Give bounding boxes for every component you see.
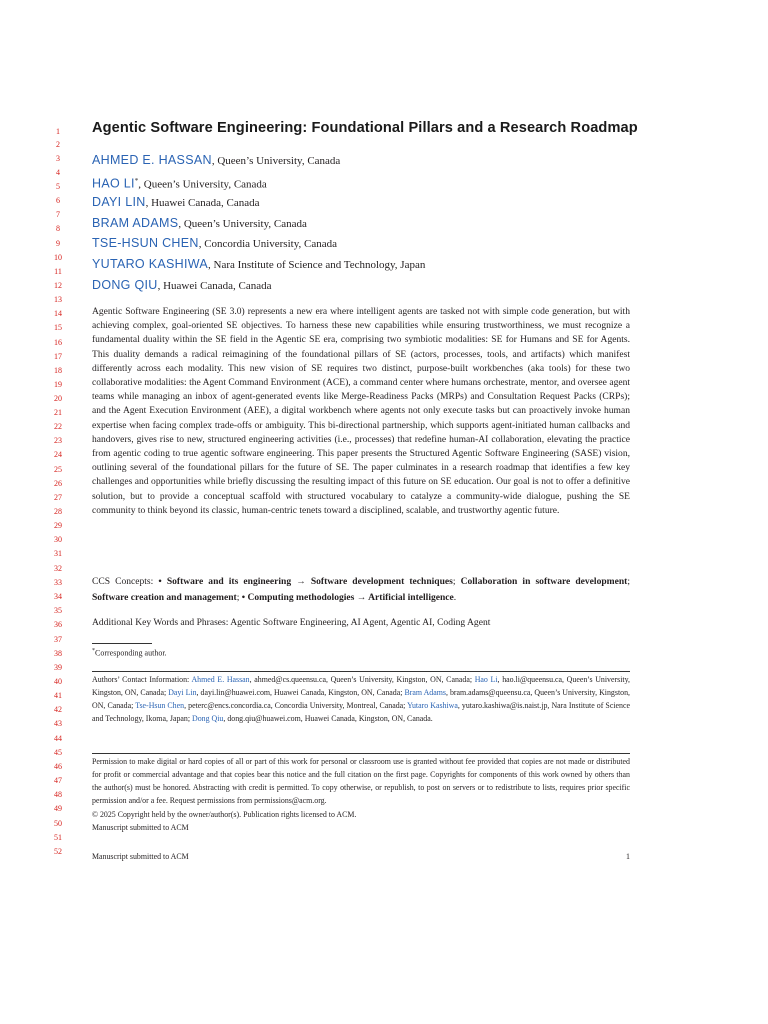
contact-detail: , yutaro.kashiwa@is.naist.jp, Nara Institute of Science and Technology, Ikoma, Japan;	[92, 701, 630, 724]
line-number: 34	[54, 592, 62, 601]
ccs-separator: ;	[236, 592, 242, 603]
line-number: 48	[54, 790, 62, 799]
ccs-concept: Collaboration in software development	[460, 576, 628, 587]
author-entry	[92, 236, 337, 251]
ccs-concepts	[92, 574, 630, 606]
line-number: 3	[56, 154, 60, 163]
line-number: 15	[54, 323, 62, 332]
author-affiliation: , Queen’s University, Canada	[138, 178, 267, 191]
line-number: 32	[54, 564, 62, 573]
corresponding-mark: *	[134, 177, 139, 185]
copyright-notice: © 2025 Copyright held by the owner/author(s). Publication rights licensed to ACM.	[92, 810, 357, 819]
author-name[interactable]: BRAM ADAMS	[92, 216, 179, 230]
contact-detail: , dong.qiu@huawei.com, Huawei Canada, Kingston, ON, Canada.	[223, 714, 433, 724]
line-number: 35	[54, 606, 62, 615]
footnote-mark: *	[92, 648, 95, 654]
author-affiliation: , Concordia University, Canada	[198, 238, 337, 250]
line-number: 40	[54, 677, 62, 686]
author-name[interactable]: DAYI LIN	[92, 195, 146, 209]
author-entry	[92, 257, 425, 272]
contact-author-link[interactable]: Dong Qiu	[192, 714, 224, 724]
contact-detail: , bram.adams@queensu.ca, Queen’s University, Kingston, ON, Canada;	[92, 688, 630, 711]
ccs-concept: Software and its engineering → Software development techniques	[166, 576, 453, 587]
line-number: 38	[54, 649, 62, 658]
contact-author-link[interactable]: Ahmed E. Hassan	[191, 675, 250, 684]
author-entry	[92, 278, 272, 293]
footnote-rule	[92, 643, 152, 644]
ccs-label: CCS Concepts:	[92, 576, 159, 587]
author-affiliation: , Queen’s University, Canada	[211, 155, 341, 167]
line-number: 19	[54, 380, 62, 389]
line-number: 46	[54, 762, 62, 771]
abstract: Agentic Software Engineering (SE 3.0) represents a new era where intelligent agents are tasked not with simple code generation, but with achieving complex, goal-oriented SE objectives. To harness these new capabilities while ensuring trustworthiness, we must recognize a fundamental duality within the SE field in the Agentic SE era, comprising two symbiotic modalities: SE for Humans and SE for Agents. This duality demands a radical reimagining of the foundational pillars of SE (actors, processes, tools, and artifacts) which manifest differently across each modality. This new vision of SE requires two distinct, purpose-built workbenches (aka tools) for these two collaborative modalities: the Agent Command Environment (ACE), a command center where humans orchestrate, mentor, and oversee agent teams while managing an inbox of agent-generated events like Merge-Readiness Packs (MRPs) and Consultation Request Packs (CRPs); and the Agent Execution Environment (AEE), a digital workbench where agents not only execute tasks but can proactively invoke human expertise when facing complex trade-offs or ambiguity. This bi-directional partnership, which supports agent-initiated human callbacks and handovers, gives rise to new, structured engineering activities (i.e., processes) that redefine human-AI collaboration, elevating the practice from agentic coding to true agentic software engineering. This paper presents the Structured Agentic Software Engineering (SASE) vision, outlining several of the foundational pillars for the future of SE. The paper culminates in a research roadmap that identifies a few key challenges and opportunities while briefly discussing the resulting impact of this future on SE education. Our goal is not to offer a definitive solution, but to provide a conceptual scaffold with structured vocabulary to catalyze a community-wide dialogue, pushing the SE community to think beyond its classic, human-centric tenets toward a disciplined, scalable, and trustworthy agentic future.	[92, 306, 630, 516]
author-affiliation: , Nara Institute of Science and Technology, Japan	[208, 259, 426, 271]
line-number: 2	[56, 140, 60, 149]
contact-detail: , dayi.lin@huawei.com, Huawei Canada, Kingston, ON, Canada;	[196, 688, 405, 698]
line-number: 1	[56, 127, 60, 136]
line-number: 13	[54, 295, 62, 304]
line-number: 17	[54, 352, 62, 361]
author-name[interactable]: DONG QIU	[92, 278, 158, 292]
author-name[interactable]: HAO LI	[92, 176, 135, 191]
ccs-end: .	[453, 592, 457, 603]
submission-note: Manuscript submitted to ACM	[92, 823, 189, 832]
author-entry	[92, 174, 267, 192]
author-entry	[92, 195, 260, 210]
contact-author-link[interactable]: Tse-Hsun Chen	[135, 701, 185, 711]
author-name[interactable]: AHMED E. HASSAN	[92, 153, 212, 167]
line-number: 45	[54, 748, 62, 757]
line-number: 27	[54, 493, 62, 502]
line-number: 5	[56, 182, 60, 191]
line-number: 11	[54, 267, 62, 276]
line-number: 49	[54, 804, 62, 813]
line-number: 12	[54, 281, 62, 290]
line-number: 51	[54, 833, 62, 842]
line-number: 23	[54, 436, 62, 445]
line-number: 9	[56, 239, 60, 248]
author-name[interactable]: YUTARO KASHIWA	[92, 257, 209, 271]
page-number: 1	[626, 852, 630, 861]
line-number: 25	[54, 465, 62, 474]
contact-information	[92, 673, 630, 725]
footnote	[92, 646, 167, 659]
contact-author-link[interactable]: Dayi Lin	[168, 688, 197, 698]
contact-detail: , peterc@encs.concordia.ca, Concordia University, Montreal, Canada;	[184, 701, 408, 711]
contact-prefix: Authors’ Contact Information:	[92, 675, 192, 684]
line-number: 44	[54, 734, 62, 743]
line-number: 31	[54, 549, 62, 558]
footer-left: Manuscript submitted to ACM	[92, 852, 189, 861]
footnote-text: Corresponding author.	[95, 648, 167, 658]
author-entry	[92, 153, 340, 168]
line-number: 33	[54, 578, 62, 587]
line-number: 16	[54, 338, 62, 347]
ccs-concept: Software creation and management	[92, 592, 237, 603]
ccs-bullet: •	[241, 592, 248, 603]
author-affiliation: , Huawei Canada, Canada	[157, 280, 272, 292]
line-number: 30	[54, 535, 62, 544]
contact-detail: , ahmed@cs.queensu.ca, Queen’s University, Kingston, ON, Canada;	[249, 675, 475, 684]
author-entry	[92, 216, 307, 231]
line-number: 41	[54, 691, 62, 700]
line-number: 18	[54, 366, 62, 375]
line-number: 28	[54, 507, 62, 516]
ccs-separator: ;	[627, 576, 630, 587]
line-number: 14	[54, 309, 62, 318]
line-number: 37	[54, 635, 62, 644]
line-number: 6	[56, 196, 60, 205]
permission-rule	[92, 753, 630, 754]
line-number: 47	[54, 776, 62, 785]
line-number: 29	[54, 521, 62, 530]
contact-rule	[92, 671, 630, 672]
line-number: 21	[54, 408, 62, 417]
line-number: 7	[56, 210, 60, 219]
line-number: 4	[56, 168, 60, 177]
author-affiliation: , Huawei Canada, Canada	[145, 197, 260, 209]
line-number: 43	[54, 719, 62, 728]
contact-author-link[interactable]: Yutaro Kashiwa	[407, 701, 458, 711]
line-number: 50	[54, 819, 62, 828]
paper-title: Agentic Software Engineering: Foundational Pillars and a Research Roadmap	[92, 120, 638, 136]
keywords: Additional Key Words and Phrases: Agentic Software Engineering, AI Agent, Agentic AI, Coding Agent	[92, 617, 491, 628]
contact-detail: , hao.li@queensu.ca, Queen’s University, Kingston, ON, Canada;	[92, 675, 630, 698]
line-number: 39	[54, 663, 62, 672]
line-number: 36	[54, 620, 62, 629]
author-affiliation: , Queen’s University, Canada	[178, 218, 307, 230]
permission-notice: Permission to make digital or hard copies of all or part of this work for personal or classroom use is granted without fee provided that copies are not made or distributed for profit or commercial advantage and that copies bear this notice and the full citation on the first page. Copyrights for components of this work owned by others than the author(s) must be honored. Abstracting with credit is permitted. To copy otherwise, or republish, to post on servers or to redistribute to lists, requires prior specific permission and/or a fee. Request permissions from permissions@acm.org.	[92, 757, 630, 806]
line-number: 42	[54, 705, 62, 714]
line-number: 24	[54, 450, 62, 459]
line-number: 20	[54, 394, 62, 403]
ccs-bullet: •	[158, 576, 167, 587]
author-name[interactable]: TSE-HSUN CHEN	[92, 236, 199, 250]
ccs-separator: ;	[452, 576, 461, 587]
ccs-concept: Computing methodologies → Artificial intelligence	[247, 592, 454, 603]
line-number: 26	[54, 479, 62, 488]
contact-author-link[interactable]: Hao Li	[474, 675, 498, 684]
line-number: 8	[56, 224, 60, 233]
line-number: 52	[54, 847, 62, 856]
contact-author-link[interactable]: Bram Adams	[404, 688, 446, 698]
line-number: 10	[54, 253, 62, 262]
line-number: 22	[54, 422, 62, 431]
